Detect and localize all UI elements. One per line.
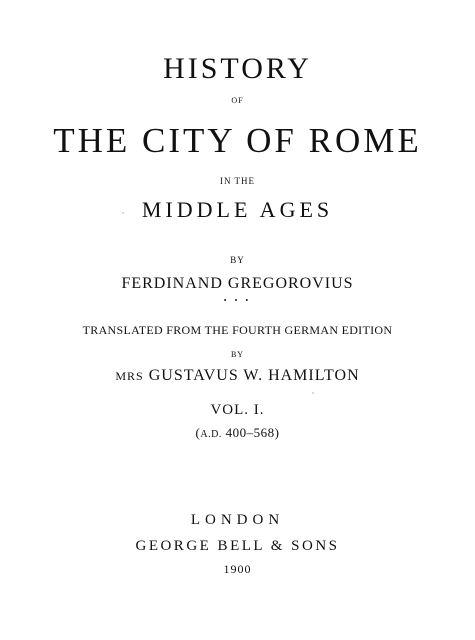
paper-speck xyxy=(312,392,314,394)
dates-prefix: A.D. xyxy=(200,429,222,440)
translator-prefix: MRS xyxy=(115,369,144,383)
title-middle-ages: MIDDLE AGES xyxy=(141,197,334,222)
volume-number: VOL. I. xyxy=(210,402,265,418)
author-name: FERDINAND GREGOROVIUS xyxy=(121,275,354,292)
title-city-of-rome: THE CITY OF ROME xyxy=(53,121,422,160)
by-label-translator: BY xyxy=(230,350,245,359)
publisher-name: GEORGE BELL & SONS xyxy=(135,538,340,554)
date-range: (A.D. 400–568) xyxy=(195,425,280,440)
title-of: OF xyxy=(231,96,244,105)
translator-name: GUSTAVUS W. HAMILTON xyxy=(148,367,360,384)
title-history: HISTORY xyxy=(163,52,312,85)
paper-speck xyxy=(122,212,124,214)
ornament-dots: • • • xyxy=(223,296,252,305)
title-in-the: IN THE xyxy=(219,176,256,186)
by-label: BY xyxy=(230,255,245,265)
translator-line xyxy=(0,367,475,385)
dates-range: 400–568 xyxy=(225,425,275,440)
publication-year: 1900 xyxy=(223,562,252,576)
publication-city: LONDON xyxy=(190,512,285,528)
translated-from: TRANSLATED FROM THE FOURTH GERMAN EDITION xyxy=(82,323,393,337)
